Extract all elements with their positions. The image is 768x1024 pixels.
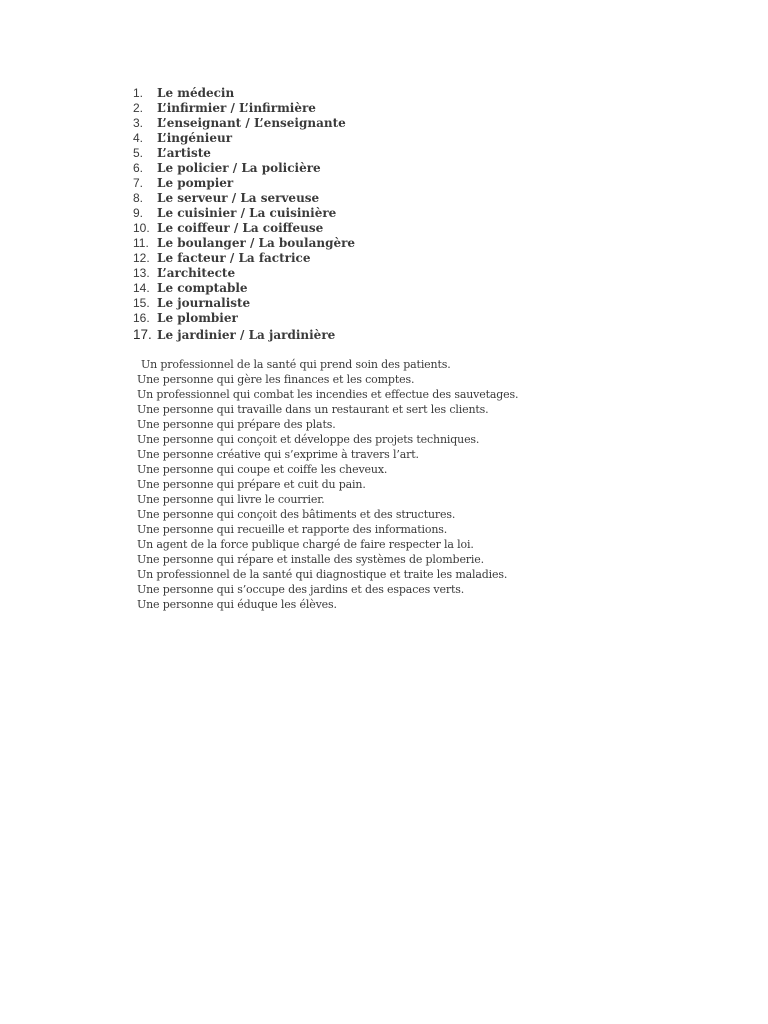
definition-item: Une personne créative qui s’exprime à travers l’art. [137, 448, 419, 461]
job-label: L’architecte [157, 266, 236, 280]
job-label: Le coiffeur / La coiffeuse [157, 221, 324, 235]
job-list-item [133, 86, 355, 101]
job-list-item [133, 327, 355, 342]
job-number: 8. [133, 191, 144, 205]
job-label: Le plombier [157, 311, 238, 325]
job-number: 14. [133, 281, 150, 295]
job-number: 2. [133, 101, 144, 115]
definition-item: Une personne qui livre le courrier. [137, 493, 325, 506]
definition-item: Un professionnel qui combat les incendies et effectue des sauvetages. [137, 388, 519, 401]
job-label: L’ingénieur [157, 131, 233, 145]
job-number: 11. [133, 236, 149, 250]
job-label: Le facteur / La factrice [157, 251, 311, 265]
job-number: 5. [133, 146, 144, 160]
job-label: Le cuisinier / La cuisinière [157, 206, 337, 220]
job-list [133, 86, 355, 342]
job-list-item [133, 221, 355, 236]
job-label: Le policier / La policière [157, 161, 321, 175]
definition-item: Une personne qui conçoit des bâtiments et des structures. [137, 508, 456, 521]
job-number: 9. [133, 206, 144, 220]
job-label: Le jardinier / La jardinière [157, 328, 336, 342]
job-list-item [133, 131, 355, 146]
job-list-item [133, 236, 355, 251]
job-number: 12. [133, 251, 150, 265]
job-label: L’artiste [157, 146, 211, 160]
job-number: 1. [133, 86, 144, 100]
job-label: Le pompier [157, 176, 234, 190]
job-label: L’enseignant / L’enseignante [157, 116, 346, 130]
job-number: 7. [133, 176, 144, 190]
job-list-item [133, 176, 355, 191]
job-list-item [133, 146, 355, 161]
definition-item: Un agent de la force publique chargé de faire respecter la loi. [137, 538, 474, 551]
definition-item: Une personne qui prépare des plats. [137, 418, 336, 431]
definition-item: Un professionnel de la santé qui diagnostique et traite les maladies. [137, 568, 508, 581]
job-list-item [133, 251, 355, 266]
job-number: 16. [133, 311, 150, 325]
job-list-item [133, 191, 355, 206]
job-list-item [133, 206, 355, 221]
definition-item: Une personne qui gère les finances et les comptes. [137, 373, 415, 386]
definition-item: Une personne qui travaille dans un restaurant et sert les clients. [137, 403, 489, 416]
job-label: Le médecin [157, 86, 235, 100]
definition-item: Une personne qui conçoit et développe des projets techniques. [137, 433, 480, 446]
job-list-item [133, 281, 355, 296]
definition-item: Un professionnel de la santé qui prend soin des patients. [141, 358, 451, 371]
job-list-item [133, 161, 355, 176]
job-number: 6. [133, 161, 144, 175]
job-number: 4. [133, 131, 144, 145]
job-number: 10. [133, 221, 150, 235]
job-label: Le journaliste [157, 296, 251, 310]
job-number: 3. [133, 116, 144, 130]
definition-item: Une personne qui coupe et coiffe les cheveux. [137, 463, 388, 476]
job-label: L’infirmier / L’infirmière [157, 101, 316, 115]
job-list-item [133, 116, 355, 131]
job-number: 15. [133, 296, 150, 310]
definition-item: Une personne qui éduque les élèves. [137, 598, 337, 611]
job-number: 17. [133, 327, 152, 342]
definition-item: Une personne qui répare et installe des systèmes de plomberie. [137, 553, 484, 566]
job-list-item [133, 311, 355, 326]
definition-item: Une personne qui recueille et rapporte des informations. [137, 523, 448, 536]
job-label: Le serveur / La serveuse [157, 191, 320, 205]
job-label: Le comptable [157, 281, 248, 295]
definition-list [137, 357, 518, 612]
job-list-item [133, 266, 355, 281]
definition-item: Une personne qui s’occupe des jardins et des espaces verts. [137, 583, 465, 596]
job-list-item [133, 101, 355, 116]
job-number: 13. [133, 266, 150, 280]
job-label: Le boulanger / La boulangère [157, 236, 356, 250]
definition-item: Une personne qui prépare et cuit du pain. [137, 478, 366, 491]
job-list-item [133, 296, 355, 311]
